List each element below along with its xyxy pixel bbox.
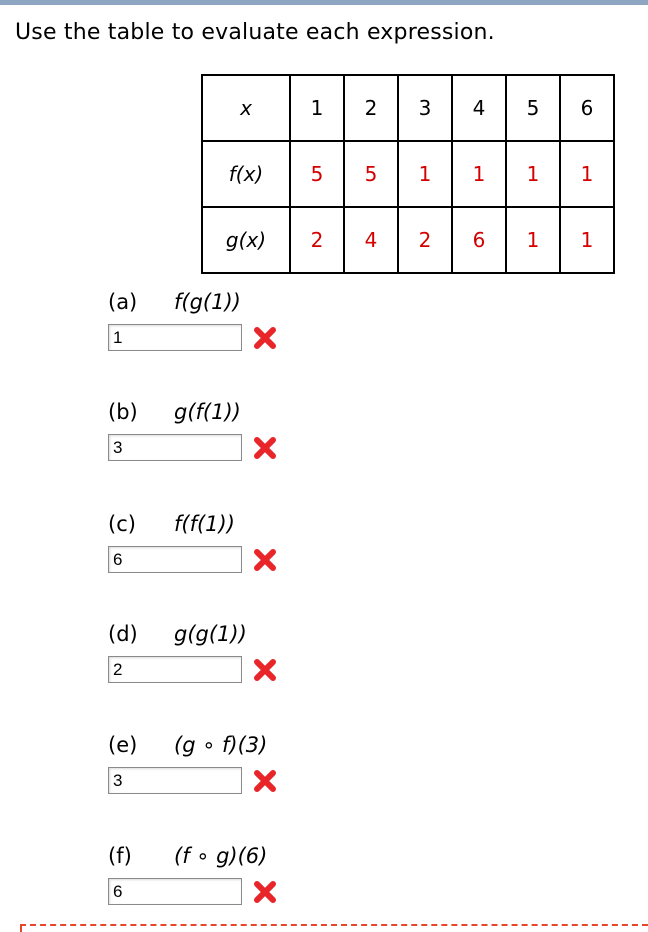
table-row-g	[202, 207, 614, 273]
part-f-answer-input[interactable]	[108, 878, 242, 905]
instruction-text: Use the table to evaluate each expression.	[15, 20, 495, 45]
x-value-2: 2	[344, 75, 398, 141]
g-value-6: 1	[560, 207, 614, 273]
f-value-2: 5	[344, 141, 398, 207]
f-header: f(x)	[202, 141, 290, 207]
part-e	[108, 733, 408, 794]
g-value-4: 6	[452, 207, 506, 273]
top-border-bar	[0, 0, 648, 5]
part-e-answer-input[interactable]	[108, 767, 242, 794]
x-mark-icon	[252, 879, 278, 905]
table-row-x	[202, 75, 614, 141]
part-e-letter: (e)	[108, 733, 138, 757]
x-header: x	[202, 75, 290, 141]
g-value-1: 2	[290, 207, 344, 273]
x-value-4: 4	[452, 75, 506, 141]
function-table	[201, 74, 615, 274]
g-header: g(x)	[202, 207, 290, 273]
part-e-expression: (g ∘ f)(3)	[174, 733, 268, 757]
part-c-letter: (c)	[108, 512, 136, 536]
dashed-divider-corner	[20, 924, 22, 932]
x-value-1: 1	[290, 75, 344, 141]
part-d-expression: g(g(1))	[174, 622, 247, 646]
dashed-divider	[20, 924, 648, 926]
part-b	[108, 400, 408, 461]
x-mark-icon	[252, 768, 278, 794]
g-value-3: 2	[398, 207, 452, 273]
part-d-letter: (d)	[108, 622, 138, 646]
f-value-1: 5	[290, 141, 344, 207]
f-value-6: 1	[560, 141, 614, 207]
part-d-answer-input[interactable]	[108, 656, 242, 683]
x-mark-icon	[252, 547, 278, 573]
part-f-letter: (f)	[108, 844, 132, 868]
part-c-expression: f(f(1))	[174, 512, 235, 536]
g-value-2: 4	[344, 207, 398, 273]
part-a-expression: f(g(1))	[174, 290, 241, 314]
x-mark-icon	[252, 657, 278, 683]
x-mark-icon	[252, 435, 278, 461]
table-row-f	[202, 141, 614, 207]
x-mark-icon	[252, 325, 278, 351]
f-value-3: 1	[398, 141, 452, 207]
part-d	[108, 622, 408, 683]
x-value-6: 6	[560, 75, 614, 141]
part-f-expression: (f ∘ g)(6)	[174, 844, 268, 868]
part-a-letter: (a)	[108, 290, 138, 314]
part-c	[108, 512, 408, 573]
x-value-5: 5	[506, 75, 560, 141]
f-value-5: 1	[506, 141, 560, 207]
part-c-answer-input[interactable]	[108, 546, 242, 573]
f-value-4: 1	[452, 141, 506, 207]
part-f	[108, 844, 408, 905]
part-b-letter: (b)	[108, 400, 138, 424]
x-value-3: 3	[398, 75, 452, 141]
part-a	[108, 290, 408, 351]
part-b-answer-input[interactable]	[108, 434, 242, 461]
part-a-answer-input[interactable]	[108, 324, 242, 351]
part-b-expression: g(f(1))	[174, 400, 241, 424]
g-value-5: 1	[506, 207, 560, 273]
